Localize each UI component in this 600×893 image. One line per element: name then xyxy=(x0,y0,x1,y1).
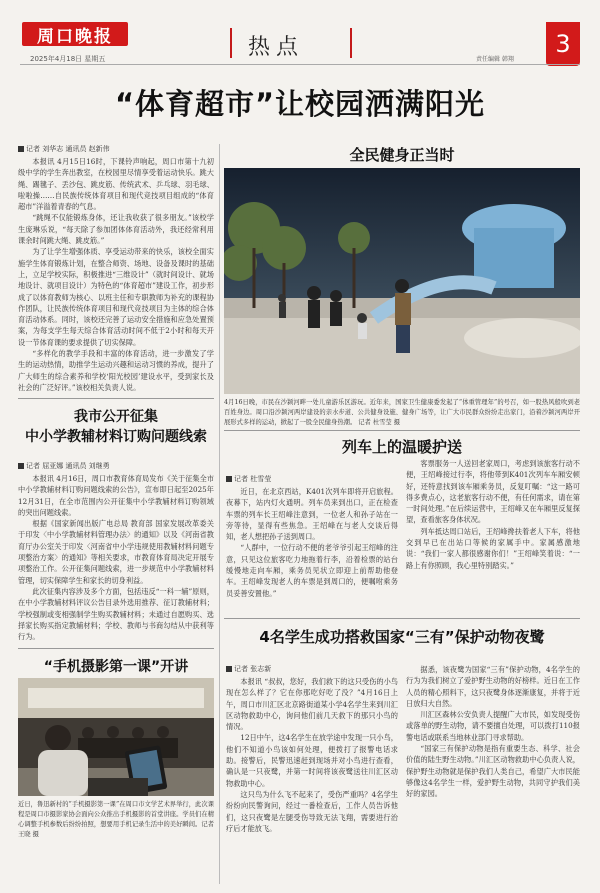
divider xyxy=(224,618,580,619)
article2-headline-line1: 我市公开征集 xyxy=(74,409,158,425)
main-headline: “体育超市”让校园洒满阳光 xyxy=(114,87,486,121)
article5-paragraph: “国家三有保护动物是指有重要生态、科学、社会价值的陆生野生动物。”川汇区动物救助中心负责人说，保护野生动物就是保护我们人类自己，希望广大市民能够像这4名学生一样，爱护野生动物，共同守护我们美好的家园。 xyxy=(406,744,580,799)
article2-headline-line2: 中小学教辅材料订购问题线索 xyxy=(25,429,207,445)
divider xyxy=(18,648,214,649)
article5-col2 xyxy=(406,664,580,884)
park-night-illustration xyxy=(224,168,580,394)
article4-col2 xyxy=(406,458,580,612)
fitness-park-photo xyxy=(224,168,580,394)
divider xyxy=(224,430,580,431)
photo-feature-title: 全民健身正当时 xyxy=(349,146,455,164)
article1-paragraph: 本报讯 4月15日16时，下课铃声响起，周口市第十九初级中学的学生奔出教室，在校园里尽情享受着运动快乐。跳大绳、踢毽子、丢沙包、跳皮筋、传统武术、乒乓球、羽毛球、啦啦操……自民族传统体育项目和现代竞技项目组成的“体育超市”洋溢着青春的气息。 xyxy=(18,157,214,212)
article2-paragraph: 此次征集内容涉及多个方面，包括违反“一科一辅”原则，在中小学教辅材料评议公告目录外选用推荐、征订教辅材料；学校强制或变相强制学生购买教辅材料；未通过自愿购买、选择家长购买指定教辅材料；学校、教师与书商勾结从中获利等行为。 xyxy=(18,586,214,642)
article5-byline: 记者 张志新 xyxy=(226,664,271,674)
article4-byline: 记者 杜雪莹 xyxy=(226,474,271,484)
article2-paragraph: 本报讯 4月16日，周口市教育体育局发布《关于征集全市中小学教辅材料订购问题线索的公告》，宣布即日起至2025年12月31日，在全市范围内公开征集中小学教辅材料订购领域的突出问题线索。 xyxy=(18,474,214,517)
article5-paragraph: 本报讯 “叔叔，您好，我们救下的这只受伤的小鸟现在怎么样了？它在你那吃好吃了没？”4月16日上午，周口市川汇区北京路街道某小学4名学生来到川汇区动物救助中心，询问他们前几天救下的那只小鸟的情况。 xyxy=(226,677,398,732)
article4-col1 xyxy=(226,486,398,612)
article3-caption: 近日，鲁迅新村的“手机摄影第一课”在周口市文学艺术界举行，此次课程是周口市摄影家协会面向公众推出手机摄影的首堂讲座。学员们在精心调整手机参数后纷纷拍照，想要用手机记录生活中的美好瞬间。记者 王晓 摄 xyxy=(18,801,214,838)
article4-paragraph: 近日，在北京西站，K401次列车即将开启旅程。夜幕下，站内灯火通明。列车员来到出口，正在检查车票的列车长王绍峰注意到，一位老人和孙子站在一旁等待，显得有些焦急。王绍峰在与老人交谈后得知，老人想把孙子送到周口。 xyxy=(226,487,398,542)
article2-paragraph: 根据《国家新闻出版广电总局 教育部 国家发展改革委关于印发〈中小学教辅材料管理办法〉的通知》以及《河南省教育厅办公室关于印发〈河南省中小学违规使用教辅材料问题专项整治方案〉的通知》等相关要求，市教育体育局决定开展专项整治工作。公开征集问题线索，进一步规范中小学教辅材料管理，切实保障学生和家长的切身利益。 xyxy=(18,519,214,585)
issue-date: 2025年4月18日 星期五 xyxy=(30,55,106,63)
article1-paragraph: 为了让学生增强体质、享受运动带来的快乐，该校全面实施学生体育锻炼计划，在整合师资、场地、设备及课时的基础上，立足学校实际，积极推进“三维设计”（就时间设计、就场地设计、就项目设计）为特色的“体育超市”建设工作，初步形成了以体育教师为核心、以班主任和专职教师为补充的课程协作团队，让民族传统体育项目和现代竞技项目为主体的综合体育活动体系。同时，该校还完善了运动安全措施和应急处置预案，为每支学生每天综合体育活动时间不低于2小时和每天开设一节体育课的要求提供了切实保障。 xyxy=(18,247,214,347)
article2-body xyxy=(18,473,214,645)
article2-byline: 记者 屈亚娜 通讯员 刘继勇 xyxy=(18,461,110,471)
section-divider-left xyxy=(230,28,232,58)
article5-paragraph: 12日中午，这4名学生在放学途中发现一只小鸟，他们不知道小鸟该如何处理，便拨打了报警电话求助。接警后，民警迅速赶到现场并对小鸟进行查看，确认是一只夜鹭，并第一时间将该夜鹭送往川汇区动物救助中心。 xyxy=(226,733,398,788)
section-divider-right xyxy=(350,28,352,58)
article5-headline: 4名学生成功搭救国家“三有”保护动物夜鹭 xyxy=(259,628,545,646)
divider xyxy=(18,398,214,399)
article1-body xyxy=(18,156,214,396)
page-header xyxy=(0,0,600,64)
article3-headline: “手机摄影第一课”开讲 xyxy=(43,659,189,675)
photo-feature-caption: 4月16日晚，市民在沙颍河畔一处儿童游乐区游玩。近年来，国家卫生健康委发起了“体重管理年”的号召，如一股热风般吹到老百姓身边。周口沿沙颍河两岸建设的亲水步道、公共健身设施、健身广场等，让广大市民群众纷纷走出家门，沿着沙颍河两岸开展形式多样的运动，掀起了一股全民健身热潮。 记者 杜雪莹 摄 xyxy=(224,399,580,426)
article5-paragraph: 川汇区森林公安负责人提醒广大市民，如发现受伤或落单的野生动物，请不要擅自处理，可以拨打110报警电话或联系当地林业部门寻求帮助。 xyxy=(406,710,580,742)
article1-byline: 记者 刘华志 通讯员 赵新伟 xyxy=(18,144,110,154)
article4-paragraph: “人群中，一位行动不便的老爷爷引起王绍峰的注意，只见这位旅客吃力地拖着行李，沿着检票的站台缓慢地走向车厢，乘务员见状立即迎上前帮助他登车。王绍峰发现老人的车票是到周口的，便嘱咐乘务员妥善安置他。” xyxy=(226,543,398,598)
article5-paragraph: 这只鸟为什么飞不起来了，受伤严重吗？4名学生纷纷向民警询问，经过一番检查后，工作人员告诉他们，这只夜鹭是左腿受伤导致无法飞翔，需要进行治疗后才能放飞。 xyxy=(226,789,398,833)
article4-headline: 列车上的温暖护送 xyxy=(341,438,462,456)
article5-col1 xyxy=(226,676,398,884)
photography-class-photo xyxy=(18,678,214,796)
newspaper-logo: 周口晚报 xyxy=(22,22,128,46)
responsible-editor: 责任编辑 韩翔 xyxy=(476,56,514,63)
column-divider xyxy=(219,144,220,884)
photography-class-illustration xyxy=(18,678,214,796)
article1-paragraph: “多样化的教学手段和丰富的体育活动，进一步激发了学生的运动热情，助推学生运动兴趣和运动习惯的养成，提升了广大师生的综合素养和学校‘阳光校园’建设水平，受到家长及社会的广泛好评。”该校相关负责人说。 xyxy=(18,349,214,392)
article5-paragraph: 据悉，该夜鹭为国家“三有”保护动物，4名学生的行为为我们树立了爱护野生动物的好榜样。近日在工作人员的精心照料下，这只夜鹭身体逐渐康复，并将于近日放归大自然。 xyxy=(406,665,580,708)
header-rule xyxy=(20,64,580,65)
article4-paragraph: 客票服务一人送回老家周口，考虑到该旅客行动不便，王绍峰接过行李，将他带到K401次列车车厢安顿好，还特意找到该车厢乘务员，反复叮嘱：“这一路可得多费点心，这老旅客行动不便，有任何需求，请在第一时间处理。”在后续运营中，王绍峰又在车厢里反复探望，查看旅客身体状况。 xyxy=(406,459,580,525)
page-number: 3 xyxy=(546,22,580,66)
article4-paragraph: 列车抵达周口站后，王绍峰搀扶着老人下车，将他交到早已在出站口等候的家属手中。家属感激地说：“我们一家人都很感谢你们！”王绍峰笑着说：“一路上有你照顾，我心里特别踏实。” xyxy=(406,526,580,570)
article1-paragraph: “跳绳不仅能锻炼身体，还让我收获了很多朋友。”该校学生庞琳乐说，“每天除了参加团体体育活动外，我还经常利用课余时间跳大绳、跳皮筋。” xyxy=(18,213,214,246)
section-title: 热点 xyxy=(248,35,305,60)
